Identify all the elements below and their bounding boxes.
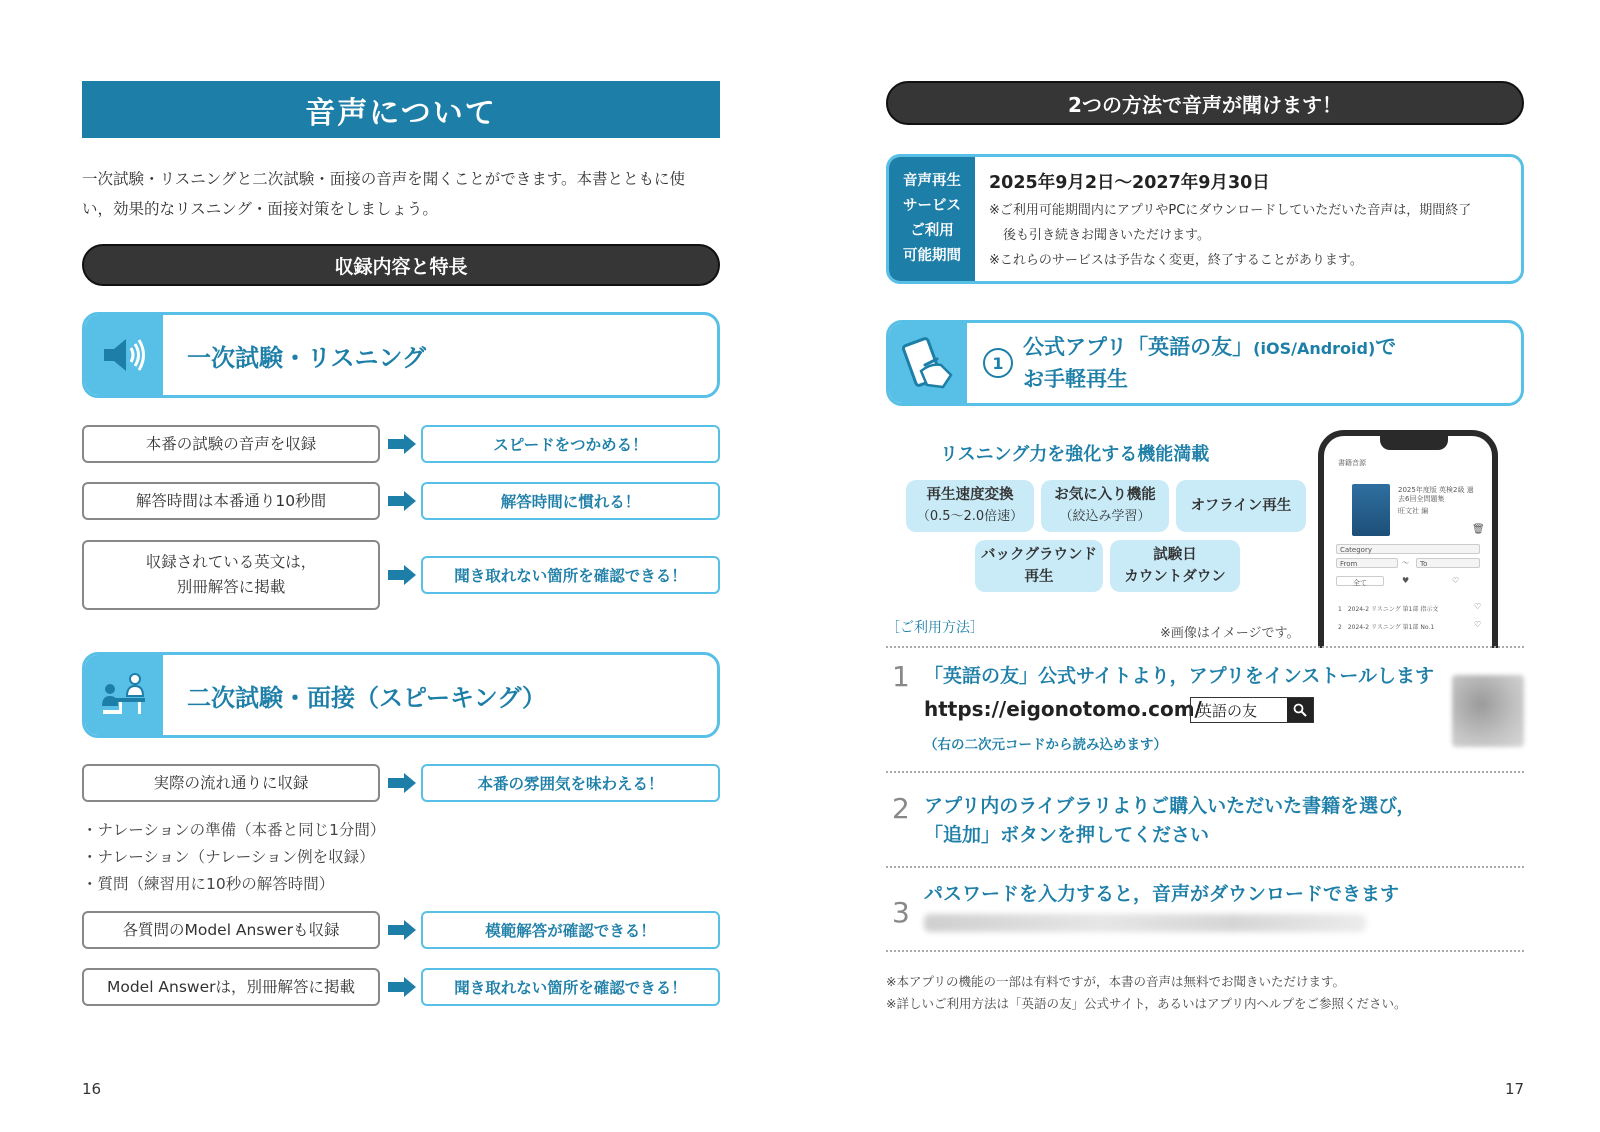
phone-from-select[interactable]	[1336, 558, 1398, 568]
service-note-2: ※これらのサービスは予告なく変更，終了することがあります。	[989, 253, 1363, 268]
chip-main: 試験日	[1153, 547, 1197, 563]
feature-chip-offline	[1176, 480, 1306, 532]
interview-label: 二次試験・面接（スピーキング）	[187, 683, 547, 712]
search-box[interactable]	[1190, 697, 1314, 723]
speaker-icon	[85, 315, 163, 395]
interview-bullet-list	[82, 817, 385, 898]
arrow-icon	[388, 425, 416, 463]
features-title: リスニング力を強化する機能満載	[940, 444, 1210, 465]
password-blurred	[924, 914, 1366, 932]
phone-book-author: 旺文社 編	[1398, 507, 1429, 515]
intro-line-2: い，効果的なリスニング・面接対策をしましょう。	[82, 200, 438, 218]
arrow-icon	[388, 968, 416, 1006]
listening-category	[82, 312, 720, 398]
phone-category-select[interactable]	[1336, 544, 1480, 554]
feature-chip-background	[975, 540, 1103, 592]
service-label-line: 音声再生	[903, 173, 961, 189]
page-number-right: 17	[1505, 1080, 1525, 1098]
phone-mockup	[1318, 430, 1498, 648]
phone-tab-all[interactable]	[1336, 576, 1384, 586]
arrow-icon	[388, 482, 416, 520]
heart-outline-icon[interactable]: ♡	[1474, 620, 1482, 629]
arrow-icon	[388, 556, 416, 594]
usage-label: ［ご利用方法］	[886, 620, 984, 636]
feature-left-3	[82, 540, 380, 610]
app-title-part2: で	[1375, 334, 1397, 359]
qr-code[interactable]	[1452, 675, 1524, 747]
step-text-3: パスワードを入力すると，音声がダウンロードできます	[924, 883, 1400, 905]
divider	[886, 950, 1524, 952]
feature-right-2: 解答時間に慣れる！	[421, 482, 720, 520]
feature-chip-speed	[906, 480, 1034, 532]
chip-sub: （0.5～2.0倍速）	[916, 509, 1024, 524]
service-period-box	[886, 154, 1524, 284]
qr-note: （右の二次元コードから読み込めます）	[924, 737, 1167, 753]
feature-right-3: 聞き取れない箇所を確認できる！	[421, 556, 720, 594]
listening-label: 一次試験・リスニング	[187, 343, 427, 372]
trash-icon[interactable]: 🗑	[1472, 524, 1485, 535]
service-label	[889, 157, 975, 281]
bullet-item: ・質問（練習用に10秒の解答時間）	[82, 875, 335, 893]
phone-header: 書籍音源	[1338, 459, 1366, 467]
bullet-item: ・ナレーションの準備（本番と同じ1分間）	[82, 821, 386, 839]
app-title-part1: 公式アプリ「英語の友」	[1023, 334, 1254, 359]
app-method-box	[886, 320, 1524, 406]
chip-main: お気に入り機能	[1054, 487, 1156, 503]
bullet-item: ・ナレーション（ナレーション例を収録）	[82, 848, 375, 866]
chip-main: 再生	[1024, 569, 1054, 585]
intro-line-1: 一次試験・リスニングと二次試験・面接の音声を聞くことができます。本書とともに使	[82, 170, 685, 188]
right-heading: 2つの方法で音声が聞けます！	[886, 81, 1524, 125]
service-label-line: ご利用	[910, 223, 954, 239]
phone-tab-all-label: 全て	[1353, 579, 1367, 587]
divider	[886, 866, 1524, 868]
intro-text	[82, 164, 727, 224]
phone-to-select[interactable]	[1416, 558, 1480, 568]
divider	[886, 646, 1524, 648]
chip-main: カウントダウン	[1124, 569, 1226, 585]
heart-outline-icon[interactable]: ♡	[1474, 602, 1482, 611]
service-note-1: ※ご利用可能期間内にアプリやPCにダウンロードしていただいた音声は，期間終了	[989, 203, 1472, 218]
feature-left-2: 解答時間は本番通り10秒間	[82, 482, 380, 520]
heart-filled-icon[interactable]: ♥	[1402, 576, 1410, 585]
chip-main: オフライン再生	[1190, 498, 1292, 514]
feature-chip-favorite	[1041, 480, 1169, 532]
heart-outline-icon[interactable]: ♡	[1452, 576, 1460, 585]
feature-right-1: スピードをつかめる！	[421, 425, 720, 463]
step-text-1: 「英語の友」公式サイトより，アプリをインストールします	[924, 665, 1434, 687]
site-url[interactable]: https://eigonotomo.com/	[924, 697, 1202, 721]
phone-hand-icon	[889, 323, 967, 403]
divider	[886, 771, 1524, 773]
feature-left-1: 本番の試験の音声を収録	[82, 425, 380, 463]
step-number-3: 3	[892, 896, 910, 929]
phone-book-title: 2025年度版 英検2級 過去6回全問題集	[1398, 486, 1474, 503]
search-icon[interactable]	[1287, 698, 1313, 722]
arrow-icon	[388, 911, 416, 949]
phone-category-label: Category	[1340, 546, 1372, 554]
feature-right-5: 模範解答が確認できる！	[421, 911, 720, 949]
interview-icon	[85, 655, 163, 735]
chip-main: 再生速度変換	[926, 487, 1014, 503]
search-query: 英語の友	[1197, 701, 1258, 720]
page-title: 音声について	[82, 81, 720, 138]
phone-to-label: To	[1420, 560, 1428, 568]
arrow-icon	[388, 764, 416, 802]
app-title-small: (iOS/Android)	[1253, 338, 1376, 358]
feature-left-6: Model Answerは，別冊解答に掲載	[82, 968, 380, 1006]
feature-left-3-line1: 収録されている英文は，	[145, 553, 317, 571]
phone-notch	[1380, 436, 1448, 450]
chip-main: バックグラウンド	[981, 547, 1097, 563]
feature-right-4: 本番の雰囲気を味わえる！	[421, 764, 720, 802]
chip-sub: （絞込み学習）	[1059, 509, 1151, 524]
service-label-line: 可能期間	[903, 248, 961, 264]
feature-left-5: 各質問のModel Answerも収録	[82, 911, 380, 949]
service-note-1-cont: 後も引き続きお聞きいただけます。	[1003, 228, 1210, 243]
image-note: ※画像はイメージです。	[1160, 626, 1300, 641]
footnote-2: ※詳しいご利用方法は「英語の友」公式サイト，あるいはアプリ内ヘルプをご参照ください。	[886, 996, 1407, 1011]
phone-from-label: From	[1340, 560, 1358, 568]
service-label-line: サービス	[903, 198, 961, 214]
feature-chip-countdown	[1110, 540, 1240, 592]
feature-left-3-line2: 別冊解答に掲載	[176, 578, 286, 596]
section-heading: 収録内容と特長	[82, 244, 720, 286]
footnote-1: ※本アプリの機能の一部は有料ですが，本書の音声は無料でお聞きいただけます。	[886, 974, 1345, 989]
step-number-2: 2	[892, 792, 910, 825]
feature-left-4: 実際の流れ通りに収録	[82, 764, 380, 802]
phone-list-item[interactable]: 1 2024-2 リスニング 第1部 指示文	[1338, 606, 1439, 613]
step-text-2-line2: 「追加」ボタンを押してください	[924, 824, 1210, 846]
feature-right-6: 聞き取れない箇所を確認できる！	[421, 968, 720, 1006]
page-number-left: 16	[82, 1080, 102, 1098]
phone-tilde: 〜	[1402, 559, 1409, 567]
book-cover-thumbnail	[1352, 484, 1390, 536]
phone-list-item[interactable]: 2 2024-2 リスニング 第1部 No.1	[1338, 624, 1435, 631]
interview-category	[82, 652, 720, 738]
step-number-1: 1	[892, 660, 910, 693]
step-text-2	[924, 792, 1415, 850]
app-title	[1023, 332, 1396, 395]
app-title-line2: お手軽再生	[1023, 366, 1128, 391]
step-text-2-line1: アプリ内のライブラリよりご購入いただいた書籍を選び，	[924, 795, 1416, 817]
method-number: 1	[983, 348, 1013, 378]
service-date: 2025年9月2日～2027年9月30日	[989, 173, 1270, 193]
